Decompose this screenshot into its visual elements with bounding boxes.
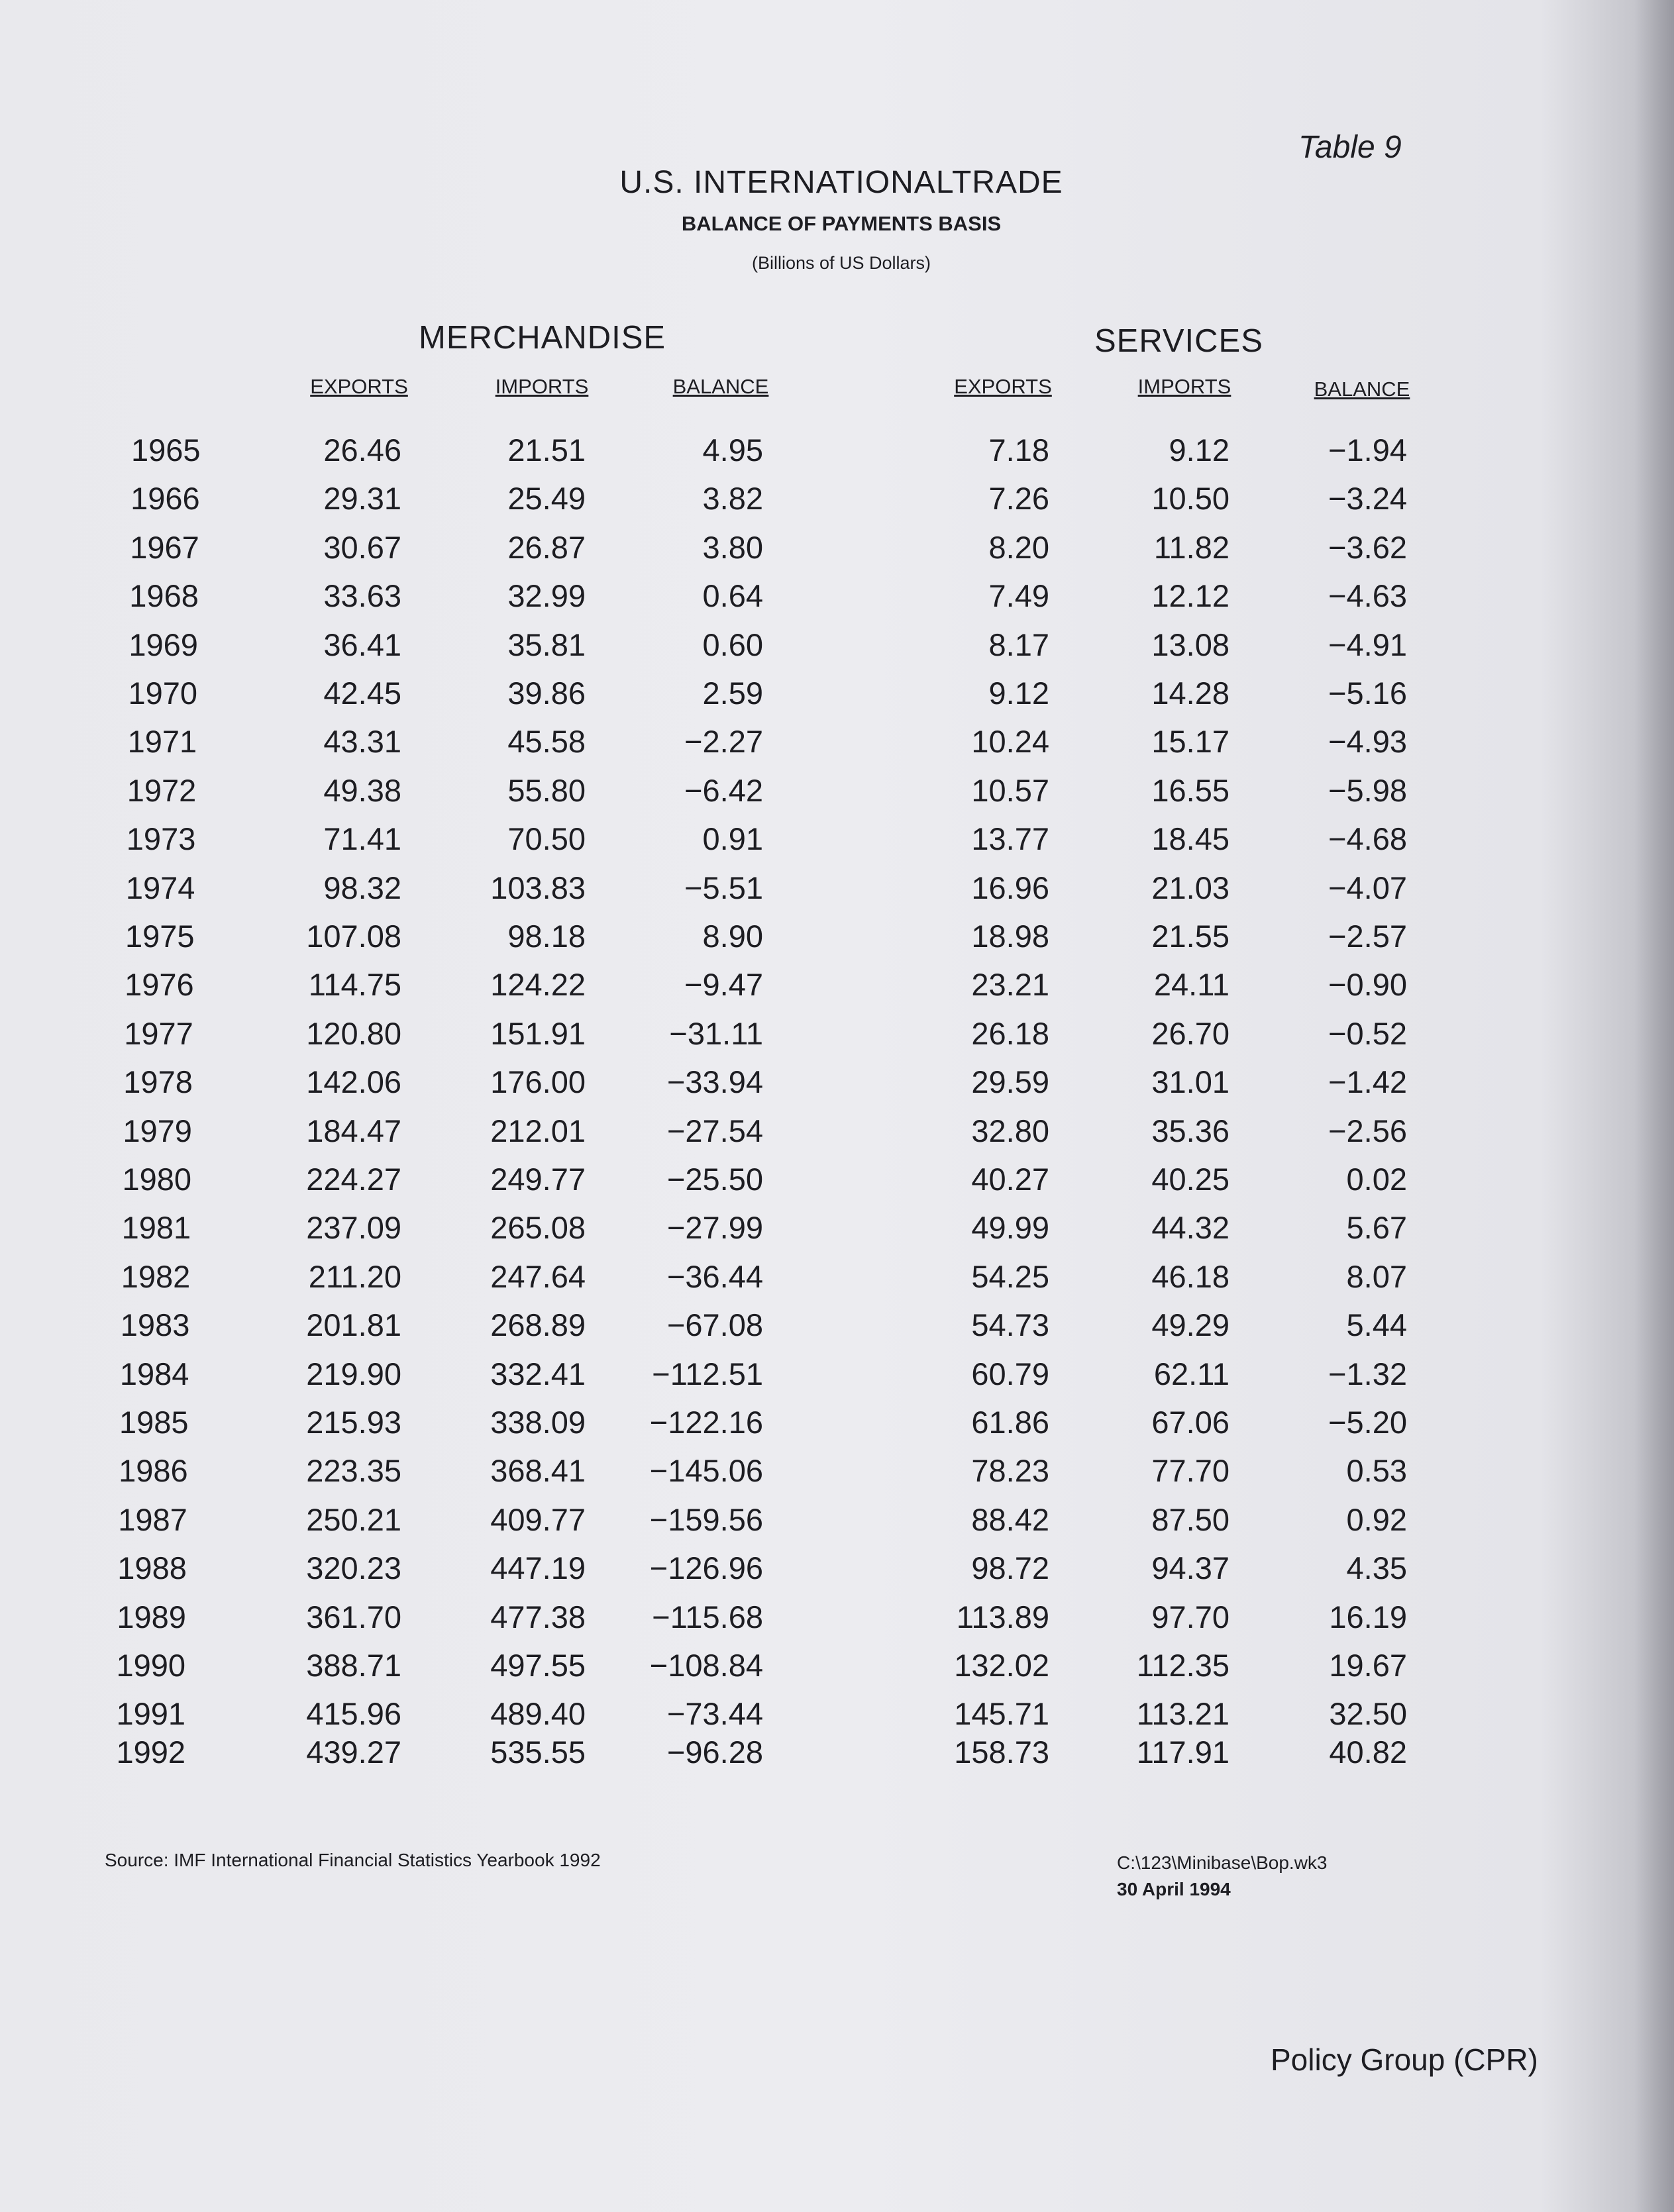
table-row (0, 1550, 1674, 1589)
merchandise-balance-cell: −108.84 (649, 1648, 763, 1683)
merchandise-imports-cell: 447.19 (490, 1550, 586, 1586)
table-row (0, 529, 1674, 569)
services-balance-cell: −4.07 (1328, 870, 1407, 905)
table-row (0, 772, 1674, 812)
merchandise-exports-header: EXPORTS (310, 375, 408, 398)
merchandise-imports-cell: 535.55 (490, 1734, 586, 1770)
merchandise-balance-cell: −33.94 (666, 1064, 763, 1100)
services-imports-cell: 24.11 (1153, 967, 1229, 1003)
table-row (0, 1015, 1674, 1055)
merchandise-exports-cell: 237.09 (306, 1210, 401, 1246)
page-edge-shadow (1634, 0, 1674, 2212)
year-cell: 1972 (127, 772, 197, 808)
services-exports-cell: 61.86 (971, 1405, 1049, 1440)
services-imports-cell: 9.12 (1169, 432, 1229, 468)
merchandise-imports-cell: 39.86 (507, 676, 586, 711)
services-imports-cell: 21.55 (1151, 919, 1229, 954)
table-row (0, 1452, 1674, 1492)
services-exports-cell: 54.73 (971, 1307, 1049, 1343)
services-exports-cell: 8.17 (988, 627, 1049, 662)
year-cell: 1978 (123, 1064, 193, 1100)
merchandise-exports-cell: 29.31 (323, 481, 401, 517)
services-exports-cell: 26.18 (971, 1015, 1049, 1051)
services-imports-cell: 77.70 (1151, 1453, 1229, 1489)
year-cell: 1969 (129, 627, 198, 662)
year-cell: 1977 (124, 1015, 193, 1051)
merchandise-balance-cell: −27.99 (666, 1210, 763, 1246)
services-exports-cell: 16.96 (971, 870, 1049, 905)
services-imports-cell: 31.01 (1151, 1064, 1229, 1100)
services-balance-cell: −5.20 (1328, 1405, 1407, 1440)
merchandise-imports-cell: 249.77 (490, 1162, 586, 1197)
merchandise-imports-cell: 25.49 (507, 481, 586, 517)
services-imports-cell: 12.12 (1151, 578, 1229, 614)
merchandise-imports-cell: 98.18 (507, 919, 586, 954)
year-cell: 1967 (130, 529, 199, 565)
services-balance-cell: −1.32 (1328, 1356, 1407, 1391)
services-exports-cell: 13.77 (971, 821, 1049, 857)
merchandise-exports-cell: 184.47 (306, 1113, 401, 1148)
merchandise-balance-cell: 0.91 (702, 821, 763, 857)
merchandise-imports-cell: 55.80 (507, 772, 586, 808)
year-cell: 1973 (126, 821, 196, 857)
merchandise-imports-cell: 247.64 (490, 1258, 586, 1294)
merchandise-exports-cell: 114.75 (308, 967, 401, 1003)
year-cell: 1985 (119, 1405, 189, 1440)
services-balance-cell: −2.56 (1328, 1113, 1407, 1148)
table-row (0, 723, 1674, 763)
table-row (0, 821, 1674, 860)
services-imports-cell: 15.17 (1151, 724, 1229, 760)
merchandise-imports-cell: 176.00 (490, 1064, 586, 1100)
table-row (0, 1113, 1674, 1152)
services-balance-cell: 5.67 (1346, 1210, 1407, 1246)
merchandise-exports-cell: 33.63 (323, 578, 401, 614)
merchandise-balance-cell: −145.06 (649, 1453, 763, 1489)
services-balance-cell: −0.90 (1328, 967, 1407, 1003)
table-row (0, 1404, 1674, 1444)
table-row (0, 1501, 1674, 1541)
services-heading: SERVICES (1094, 323, 1263, 359)
year-cell: 1989 (117, 1599, 186, 1634)
merchandise-imports-cell: 32.99 (507, 578, 586, 614)
services-exports-cell: 7.49 (988, 578, 1049, 614)
merchandise-balance-header: BALANCE (672, 375, 769, 398)
merchandise-balance-cell: −159.56 (649, 1501, 763, 1537)
merchandise-imports-cell: 70.50 (507, 821, 586, 857)
year-cell: 1981 (121, 1210, 191, 1246)
merchandise-imports-cell: 489.40 (490, 1696, 586, 1732)
year-cell: 1966 (131, 481, 200, 517)
year-cell: 1983 (120, 1307, 190, 1343)
services-exports-header: EXPORTS (954, 375, 1052, 398)
year-cell: 1968 (129, 578, 199, 614)
services-imports-cell: 67.06 (1151, 1405, 1229, 1440)
services-imports-cell: 87.50 (1151, 1501, 1229, 1537)
merchandise-exports-cell: 439.27 (306, 1734, 401, 1770)
merchandise-balance-cell: −31.11 (669, 1015, 763, 1051)
table-number: Table 9 (1298, 130, 1402, 165)
services-exports-cell: 18.98 (971, 919, 1049, 954)
merchandise-balance-cell: −5.51 (684, 870, 763, 905)
merchandise-imports-cell: 151.91 (490, 1015, 586, 1051)
services-exports-cell: 54.25 (971, 1258, 1049, 1294)
merchandise-balance-cell: −6.42 (684, 772, 763, 808)
services-imports-cell: 13.08 (1151, 627, 1229, 662)
services-exports-cell: 113.89 (956, 1599, 1049, 1634)
year-cell: 1991 (116, 1696, 186, 1732)
table-row (0, 1695, 1674, 1735)
services-imports-header: IMPORTS (1137, 375, 1231, 398)
merchandise-exports-cell: 120.80 (306, 1015, 401, 1051)
services-exports-cell: 88.42 (971, 1501, 1049, 1537)
services-exports-cell: 9.12 (988, 676, 1049, 711)
file-reference (1117, 1850, 1328, 1903)
year-cell: 1974 (125, 870, 195, 905)
services-exports-cell: 98.72 (971, 1550, 1049, 1586)
merchandise-heading: MERCHANDISE (419, 320, 666, 356)
services-exports-cell: 32.80 (971, 1113, 1049, 1148)
merchandise-balance-cell: −36.44 (666, 1258, 763, 1294)
merchandise-imports-cell: 45.58 (507, 724, 586, 760)
merchandise-imports-cell: 265.08 (490, 1210, 586, 1246)
services-balance-cell: 0.02 (1346, 1162, 1407, 1197)
merchandise-exports-cell: 42.45 (323, 676, 401, 711)
merchandise-imports-cell: 103.83 (490, 870, 586, 905)
table-row (0, 675, 1674, 715)
merchandise-imports-header: IMPORTS (495, 375, 589, 398)
table-row (0, 1307, 1674, 1346)
merchandise-exports-cell: 98.32 (323, 870, 401, 905)
services-imports-cell: 112.35 (1136, 1648, 1229, 1683)
services-imports-cell: 14.28 (1151, 676, 1229, 711)
services-imports-cell: 117.91 (1136, 1734, 1229, 1770)
services-exports-cell: 10.57 (971, 772, 1049, 808)
services-balance-cell: 40.82 (1329, 1734, 1407, 1770)
merchandise-balance-cell: 8.90 (702, 919, 763, 954)
merchandise-exports-cell: 415.96 (306, 1696, 401, 1732)
services-imports-cell: 62.11 (1153, 1356, 1229, 1391)
merchandise-exports-cell: 224.27 (306, 1162, 401, 1197)
merchandise-exports-cell: 388.71 (306, 1648, 401, 1683)
merchandise-exports-cell: 361.70 (306, 1599, 401, 1634)
merchandise-imports-cell: 409.77 (490, 1501, 586, 1537)
services-imports-cell: 35.36 (1151, 1113, 1229, 1148)
merchandise-exports-cell: 71.41 (323, 821, 401, 857)
services-balance-cell: 19.67 (1329, 1648, 1407, 1683)
services-balance-cell: 5.44 (1346, 1307, 1407, 1343)
year-cell: 1990 (116, 1648, 186, 1683)
table-row (0, 1734, 1674, 1774)
services-imports-cell: 18.45 (1151, 821, 1229, 857)
services-exports-cell: 29.59 (971, 1064, 1049, 1100)
table-row (0, 966, 1674, 1006)
merchandise-imports-cell: 35.81 (507, 627, 586, 662)
merchandise-exports-cell: 320.23 (306, 1550, 401, 1586)
services-exports-cell: 132.02 (954, 1648, 1049, 1683)
services-balance-cell: −4.68 (1328, 821, 1407, 857)
services-balance-cell: −1.42 (1328, 1064, 1407, 1100)
services-exports-cell: 7.26 (988, 481, 1049, 517)
services-exports-cell: 8.20 (988, 529, 1049, 565)
services-balance-cell: −4.91 (1328, 627, 1407, 662)
merchandise-exports-cell: 142.06 (306, 1064, 401, 1100)
page-subtitle: BALANCE OF PAYMENTS BASIS (681, 212, 1002, 235)
services-balance-cell: 8.07 (1346, 1258, 1407, 1294)
merchandise-imports-cell: 124.22 (490, 967, 586, 1003)
merchandise-balance-cell: −96.28 (666, 1734, 763, 1770)
table-row (0, 578, 1674, 617)
merchandise-exports-cell: 36.41 (323, 627, 401, 662)
table-row (0, 1599, 1674, 1638)
merchandise-exports-cell: 219.90 (306, 1356, 401, 1391)
services-imports-cell: 21.03 (1151, 870, 1229, 905)
services-balance-cell: −4.63 (1328, 578, 1407, 614)
merchandise-imports-cell: 477.38 (490, 1599, 586, 1634)
year-cell: 1980 (122, 1162, 192, 1197)
year-cell: 1965 (131, 432, 201, 468)
merchandise-balance-cell: 3.80 (702, 529, 763, 565)
file-date: 30 April 1994 (1117, 1879, 1231, 1899)
year-cell: 1975 (125, 919, 195, 954)
merchandise-balance-cell: −122.16 (649, 1405, 763, 1440)
merchandise-imports-cell: 497.55 (490, 1648, 586, 1683)
services-imports-cell: 11.82 (1153, 529, 1229, 565)
merchandise-exports-cell: 107.08 (306, 919, 401, 954)
merchandise-imports-cell: 26.87 (507, 529, 586, 565)
file-path: C:\123\Minibase\Bop.wk3 (1117, 1852, 1328, 1873)
merchandise-balance-cell: 4.95 (702, 432, 763, 468)
table-row (0, 480, 1674, 520)
merchandise-balance-cell: 3.82 (702, 481, 763, 517)
services-balance-cell: 16.19 (1329, 1599, 1407, 1634)
services-balance-cell: 32.50 (1329, 1696, 1407, 1732)
merchandise-balance-cell: −67.08 (666, 1307, 763, 1343)
year-cell: 1988 (117, 1550, 187, 1586)
services-imports-cell: 26.70 (1151, 1015, 1229, 1051)
table-row (0, 1161, 1674, 1201)
services-balance-cell: −5.98 (1328, 772, 1407, 808)
merchandise-imports-cell: 268.89 (490, 1307, 586, 1343)
services-exports-cell: 10.24 (971, 724, 1049, 760)
merchandise-exports-cell: 201.81 (306, 1307, 401, 1343)
merchandise-exports-cell: 250.21 (306, 1501, 401, 1537)
year-cell: 1987 (118, 1501, 187, 1537)
services-exports-cell: 49.99 (971, 1210, 1049, 1246)
merchandise-balance-cell: −9.47 (684, 967, 763, 1003)
services-exports-cell: 158.73 (954, 1734, 1049, 1770)
services-balance-cell: 4.35 (1346, 1550, 1407, 1586)
merchandise-balance-cell: 0.64 (702, 578, 763, 614)
services-balance-cell: −5.16 (1328, 676, 1407, 711)
services-balance-cell: −4.93 (1328, 724, 1407, 760)
year-cell: 1984 (119, 1356, 189, 1391)
policy-group-footer: Policy Group (CPR) (1271, 2042, 1538, 2077)
merchandise-balance-cell: 0.60 (702, 627, 763, 662)
year-cell: 1986 (119, 1453, 188, 1489)
merchandise-balance-cell: −2.27 (684, 724, 763, 760)
table-row (0, 627, 1674, 666)
merchandise-imports-cell: 368.41 (490, 1453, 586, 1489)
source-note: Source: IMF International Financial Statistics Yearbook 1992 (105, 1850, 601, 1870)
services-imports-cell: 97.70 (1151, 1599, 1229, 1634)
table-row (0, 870, 1674, 909)
merchandise-exports-cell: 49.38 (323, 772, 401, 808)
services-exports-cell: 23.21 (971, 967, 1049, 1003)
units-note: (Billions of US Dollars) (751, 253, 931, 273)
merchandise-exports-cell: 211.20 (308, 1258, 401, 1294)
services-exports-cell: 40.27 (971, 1162, 1049, 1197)
services-balance-cell: −0.52 (1328, 1015, 1407, 1051)
merchandise-balance-cell: −126.96 (649, 1550, 763, 1586)
page-title: U.S. INTERNATIONALTRADE (619, 165, 1063, 200)
services-balance-cell: 0.92 (1346, 1501, 1407, 1537)
services-exports-cell: 60.79 (971, 1356, 1049, 1391)
merchandise-balance-cell: −73.44 (666, 1696, 763, 1732)
services-imports-cell: 44.32 (1151, 1210, 1229, 1246)
year-cell: 1979 (123, 1113, 192, 1148)
merchandise-balance-cell: 2.59 (702, 676, 763, 711)
services-exports-cell: 145.71 (954, 1696, 1049, 1732)
year-cell: 1982 (121, 1258, 191, 1294)
services-imports-cell: 46.18 (1151, 1258, 1229, 1294)
merchandise-balance-cell: −27.54 (666, 1113, 763, 1148)
table-row (0, 1647, 1674, 1687)
services-imports-cell: 40.25 (1151, 1162, 1229, 1197)
services-imports-cell: 10.50 (1151, 481, 1229, 517)
merchandise-imports-cell: 212.01 (490, 1113, 586, 1148)
services-balance-cell: −2.57 (1328, 919, 1407, 954)
services-balance-cell: −1.94 (1328, 432, 1407, 468)
merchandise-balance-cell: −115.68 (652, 1599, 763, 1634)
table-row (0, 1356, 1674, 1395)
merchandise-exports-cell: 43.31 (323, 724, 401, 760)
services-balance-cell: −3.62 (1328, 529, 1407, 565)
table-row (0, 1064, 1674, 1103)
merchandise-imports-cell: 21.51 (507, 432, 586, 468)
year-cell: 1970 (128, 676, 198, 711)
merchandise-balance-cell: −25.50 (666, 1162, 763, 1197)
services-balance-cell: −3.24 (1328, 481, 1407, 517)
services-balance-cell: 0.53 (1346, 1453, 1407, 1489)
year-cell: 1992 (116, 1734, 186, 1770)
merchandise-exports-cell: 30.67 (323, 529, 401, 565)
services-imports-cell: 113.21 (1136, 1696, 1229, 1732)
services-imports-cell: 49.29 (1151, 1307, 1229, 1343)
services-imports-cell: 16.55 (1151, 772, 1229, 808)
merchandise-imports-cell: 338.09 (490, 1405, 586, 1440)
services-balance-header: BALANCE (1314, 377, 1410, 401)
table-row (0, 1258, 1674, 1298)
table-row (0, 432, 1674, 472)
merchandise-imports-cell: 332.41 (490, 1356, 586, 1391)
merchandise-exports-cell: 26.46 (323, 432, 401, 468)
services-exports-cell: 7.18 (988, 432, 1049, 468)
merchandise-exports-cell: 215.93 (306, 1405, 401, 1440)
year-cell: 1976 (125, 967, 194, 1003)
year-cell: 1971 (127, 724, 197, 760)
merchandise-exports-cell: 223.35 (306, 1453, 401, 1489)
services-exports-cell: 78.23 (971, 1453, 1049, 1489)
merchandise-balance-cell: −112.51 (652, 1356, 763, 1391)
table-row (0, 1209, 1674, 1249)
services-imports-cell: 94.37 (1151, 1550, 1229, 1586)
table-row (0, 918, 1674, 958)
